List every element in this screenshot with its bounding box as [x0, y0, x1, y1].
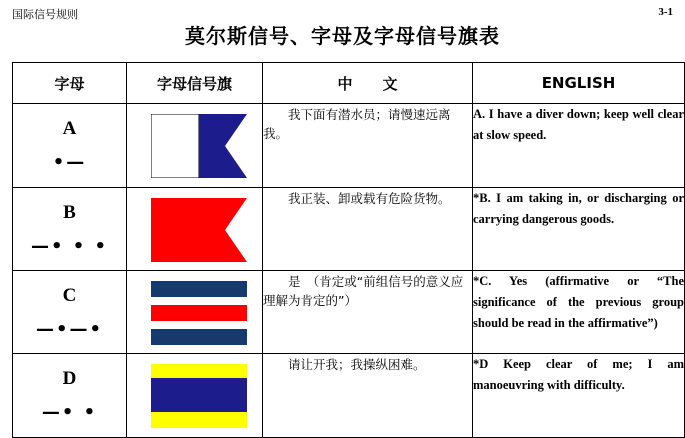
table-header-row [13, 63, 685, 104]
letter-cell [13, 354, 127, 438]
flag-bravo-icon [151, 198, 247, 262]
column-header-flag: 字母信号旗 [127, 63, 263, 104]
flag-alpha-icon [151, 114, 247, 178]
letter-cell [13, 271, 127, 354]
table-row [13, 104, 685, 188]
flag-cell [127, 271, 263, 354]
chinese-meaning: 是 （肯定或“前组信号的意义应理解为肯定的”） [263, 271, 473, 354]
morse-code: —•—• [35, 319, 103, 340]
table-row [13, 354, 685, 438]
morse-code: —• • • [30, 236, 109, 257]
letter-cell [13, 188, 127, 271]
table-row [13, 271, 685, 354]
chinese-meaning: 我下面有潜水员；请慢速远离我。 [263, 104, 473, 188]
flag-cell [127, 188, 263, 271]
letter: D [62, 368, 77, 389]
english-meaning: *D Keep clear of me; I am manoeuvring with difficulty. [473, 354, 685, 438]
letter: A [62, 118, 77, 139]
english-meaning: A. I have a diver down; keep well clear at slow speed. [473, 104, 685, 188]
english-meaning: *C. Yes (affirmative or “The significance of the previous group should be read in the affirmative”) [473, 271, 685, 354]
letter: B [63, 202, 76, 223]
header-left: 国际信号规则 [12, 8, 78, 21]
morse-code: —• • [41, 402, 98, 423]
flag-charlie-icon [151, 281, 247, 345]
column-header-chinese: 中 文 [263, 63, 473, 104]
page-number: 3-1 [658, 6, 673, 18]
flag-cell [127, 104, 263, 188]
chinese-meaning: 请让开我；我操纵困难。 [263, 354, 473, 438]
english-meaning: *B. I am taking in, or discharging or carrying dangerous goods. [473, 188, 685, 271]
chinese-meaning: 我正装、卸或载有危险货物。 [263, 188, 473, 271]
flag-cell [127, 354, 263, 438]
letter-cell [13, 104, 127, 188]
flag-delta-icon [151, 364, 247, 428]
letter: C [62, 285, 77, 306]
page-title: 莫尔斯信号、字母及字母信号旗表 [185, 24, 500, 48]
column-header-letter: 字母 [13, 63, 127, 104]
column-header-english: ENGLISH [473, 63, 685, 104]
morse-code: •— [52, 152, 87, 173]
signal-flag-table [12, 62, 685, 438]
table-row [13, 188, 685, 271]
